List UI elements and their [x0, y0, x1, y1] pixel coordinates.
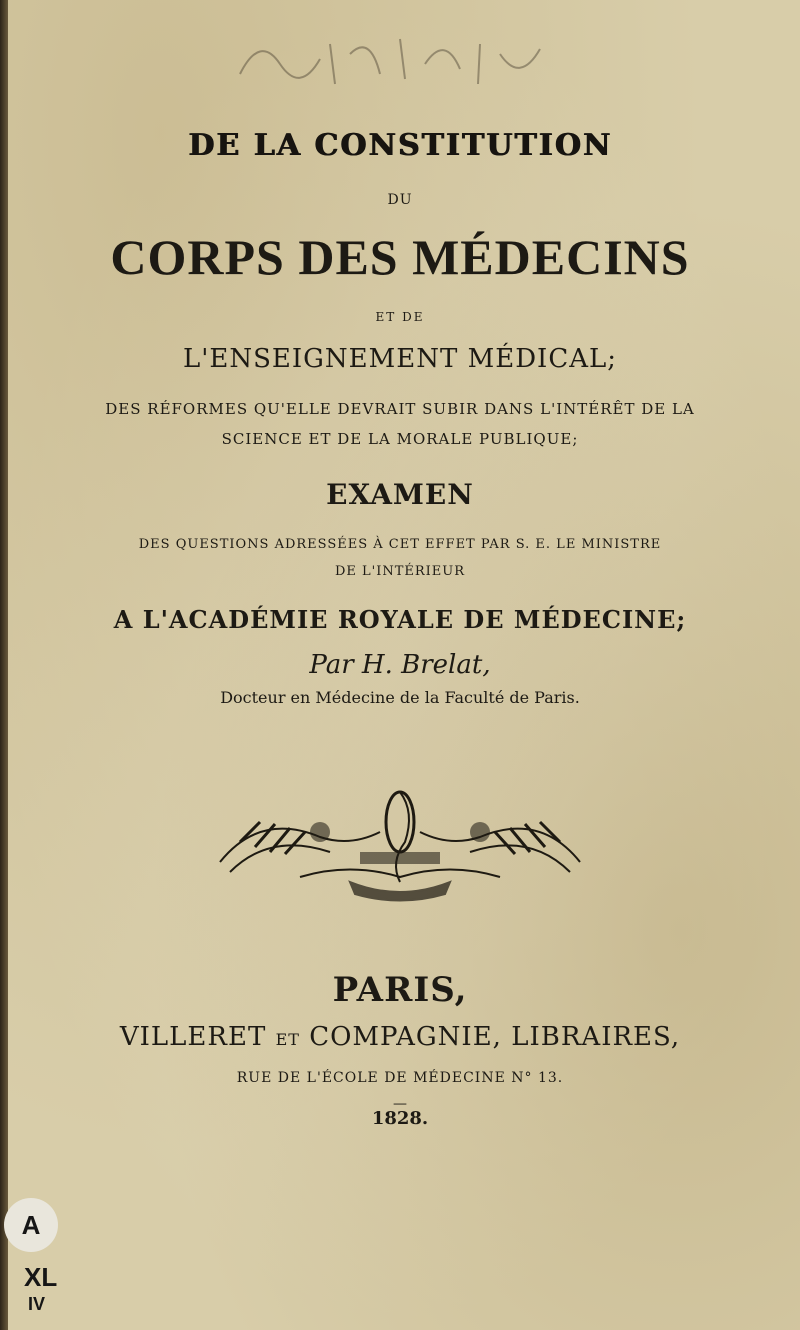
imprint-rule: —	[393, 1096, 407, 1112]
title-line-constitution: DE LA CONSTITUTION	[188, 128, 612, 163]
title-line-enseignement: L'ENSEIGNEMENT MÉDICAL;	[182, 344, 618, 374]
shelfmark-label-xl: XL	[24, 1262, 58, 1292]
imprint-year: 1828.	[371, 1108, 429, 1129]
main-title: CORPS DES MÉDECINS	[110, 229, 690, 285]
subtitle-line-interieur: DE L'INTÉRIEUR	[334, 564, 466, 579]
subtitle-line-science: SCIENCE ET DE LA MORALE PUBLIQUE;	[221, 430, 579, 448]
title-line-et-de: ET DE	[375, 310, 425, 324]
author-name: Par H. Brelat,	[309, 650, 491, 680]
imprint-city: PARIS,	[332, 970, 468, 1010]
printer-vignette-ornament	[200, 782, 600, 907]
publisher-name-a: VILLERET	[119, 1022, 267, 1052]
handwritten-annotation	[230, 24, 560, 94]
imprint-address: RUE DE L'ÉCOLE DE MÉDECINE N° 13.	[236, 1070, 564, 1086]
title-line-du: DU	[387, 192, 413, 208]
publisher-name-b: COMPAGNIE, LIBRAIRES,	[309, 1022, 681, 1052]
publisher-et: ET	[275, 1030, 300, 1049]
subtitle-line-questions: DES QUESTIONS ADRESSÉES À CET EFFET PAR S. E. LE MINISTRE	[138, 537, 662, 552]
title-line-academie: A L'ACADÉMIE ROYALE DE MÉDECINE;	[113, 605, 687, 634]
title-line-examen: EXAMEN	[326, 478, 474, 511]
imprint-publisher	[0, 1022, 800, 1052]
shelfmark-label-iv: IV	[28, 1294, 46, 1314]
subtitle-line-reformes: DES RÉFORMES QU'ELLE DEVRAIT SUBIR DANS L'INTÉRÊT DE LA	[105, 400, 695, 418]
shelfmark-label-a: A	[4, 1198, 58, 1252]
author-credentials: Docteur en Médecine de la Faculté de Paris.	[220, 688, 580, 707]
